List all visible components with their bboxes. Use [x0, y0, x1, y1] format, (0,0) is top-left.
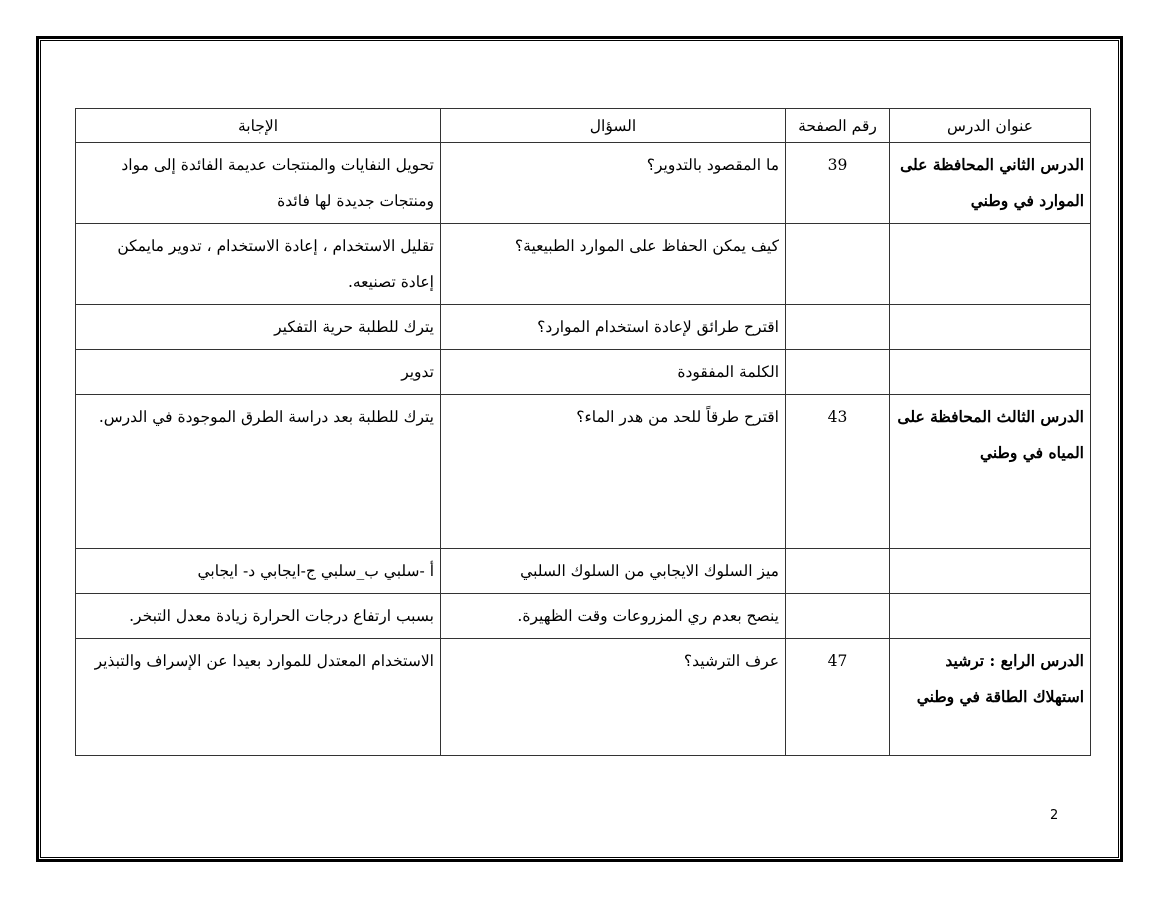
question-cell: الكلمة المفقودة	[441, 350, 786, 395]
table-row	[76, 305, 1091, 350]
question-cell: ينصح بعدم ري المزروعات وقت الظهيرة.	[441, 594, 786, 639]
table-row	[76, 224, 1091, 305]
page-number: 2	[1050, 808, 1059, 823]
table-row	[76, 639, 1091, 756]
answer-cell: تقليل الاستخدام ، إعادة الاستخدام ، تدوير مايمكن إعادة تصنيعه.	[76, 224, 441, 305]
header-question: السؤال	[441, 109, 786, 143]
lessons-table	[75, 108, 1091, 756]
page-cell: 43	[786, 395, 890, 549]
answer-cell: بسبب ارتفاع درجات الحرارة زيادة معدل التبخر.	[76, 594, 441, 639]
answer-cell: يترك للطلبة بعد دراسة الطرق الموجودة في الدرس.	[76, 395, 441, 549]
page-cell: 39	[786, 143, 890, 224]
table-row	[76, 594, 1091, 639]
table-row	[76, 549, 1091, 594]
lesson-cell: الدرس الثاني المحافظة على الموارد في وطني	[890, 143, 1091, 224]
question-cell: ميز السلوك الايجابي من السلوك السلبي	[441, 549, 786, 594]
lesson-cell	[890, 549, 1091, 594]
lesson-cell: الدرس الثالث المحافظة على المياه في وطني	[890, 395, 1091, 549]
table-row	[76, 395, 1091, 549]
answer-cell: الاستخدام المعتدل للموارد بعيدا عن الإسراف والتبذير	[76, 639, 441, 756]
page-cell: 47	[786, 639, 890, 756]
question-cell: اقترح طرقاً للحد من هدر الماء؟	[441, 395, 786, 549]
answer-cell: تدوير	[76, 350, 441, 395]
answer-cell: أ -سلبي ب_سلبي ج-ايجابي د- ايجابي	[76, 549, 441, 594]
question-cell: اقترح طرائق لإعادة استخدام الموارد؟	[441, 305, 786, 350]
header-page-number: رقم الصفحة	[786, 109, 890, 143]
header-lesson-title: عنوان الدرس	[890, 109, 1091, 143]
question-cell: كيف يمكن الحفاظ على الموارد الطبيعية؟	[441, 224, 786, 305]
page-cell	[786, 350, 890, 395]
answer-cell: تحويل النفايات والمنتجات عديمة الفائدة إلى مواد ومنتجات جديدة لها فائدة	[76, 143, 441, 224]
table-header-row	[76, 109, 1091, 143]
page-cell	[786, 594, 890, 639]
table-row	[76, 143, 1091, 224]
question-cell: عرف الترشيد؟	[441, 639, 786, 756]
header-answer: الإجابة	[76, 109, 441, 143]
lesson-cell	[890, 224, 1091, 305]
lesson-cell	[890, 305, 1091, 350]
page-cell	[786, 305, 890, 350]
lesson-cell: الدرس الرابع : ترشيد استهلاك الطاقة في وطني	[890, 639, 1091, 756]
table-row	[76, 350, 1091, 395]
page-cell	[786, 224, 890, 305]
lesson-cell	[890, 350, 1091, 395]
question-cell: ما المقصود بالتدوير؟	[441, 143, 786, 224]
page-cell	[786, 549, 890, 594]
lesson-cell	[890, 594, 1091, 639]
answer-cell: يترك للطلبة حرية التفكير	[76, 305, 441, 350]
